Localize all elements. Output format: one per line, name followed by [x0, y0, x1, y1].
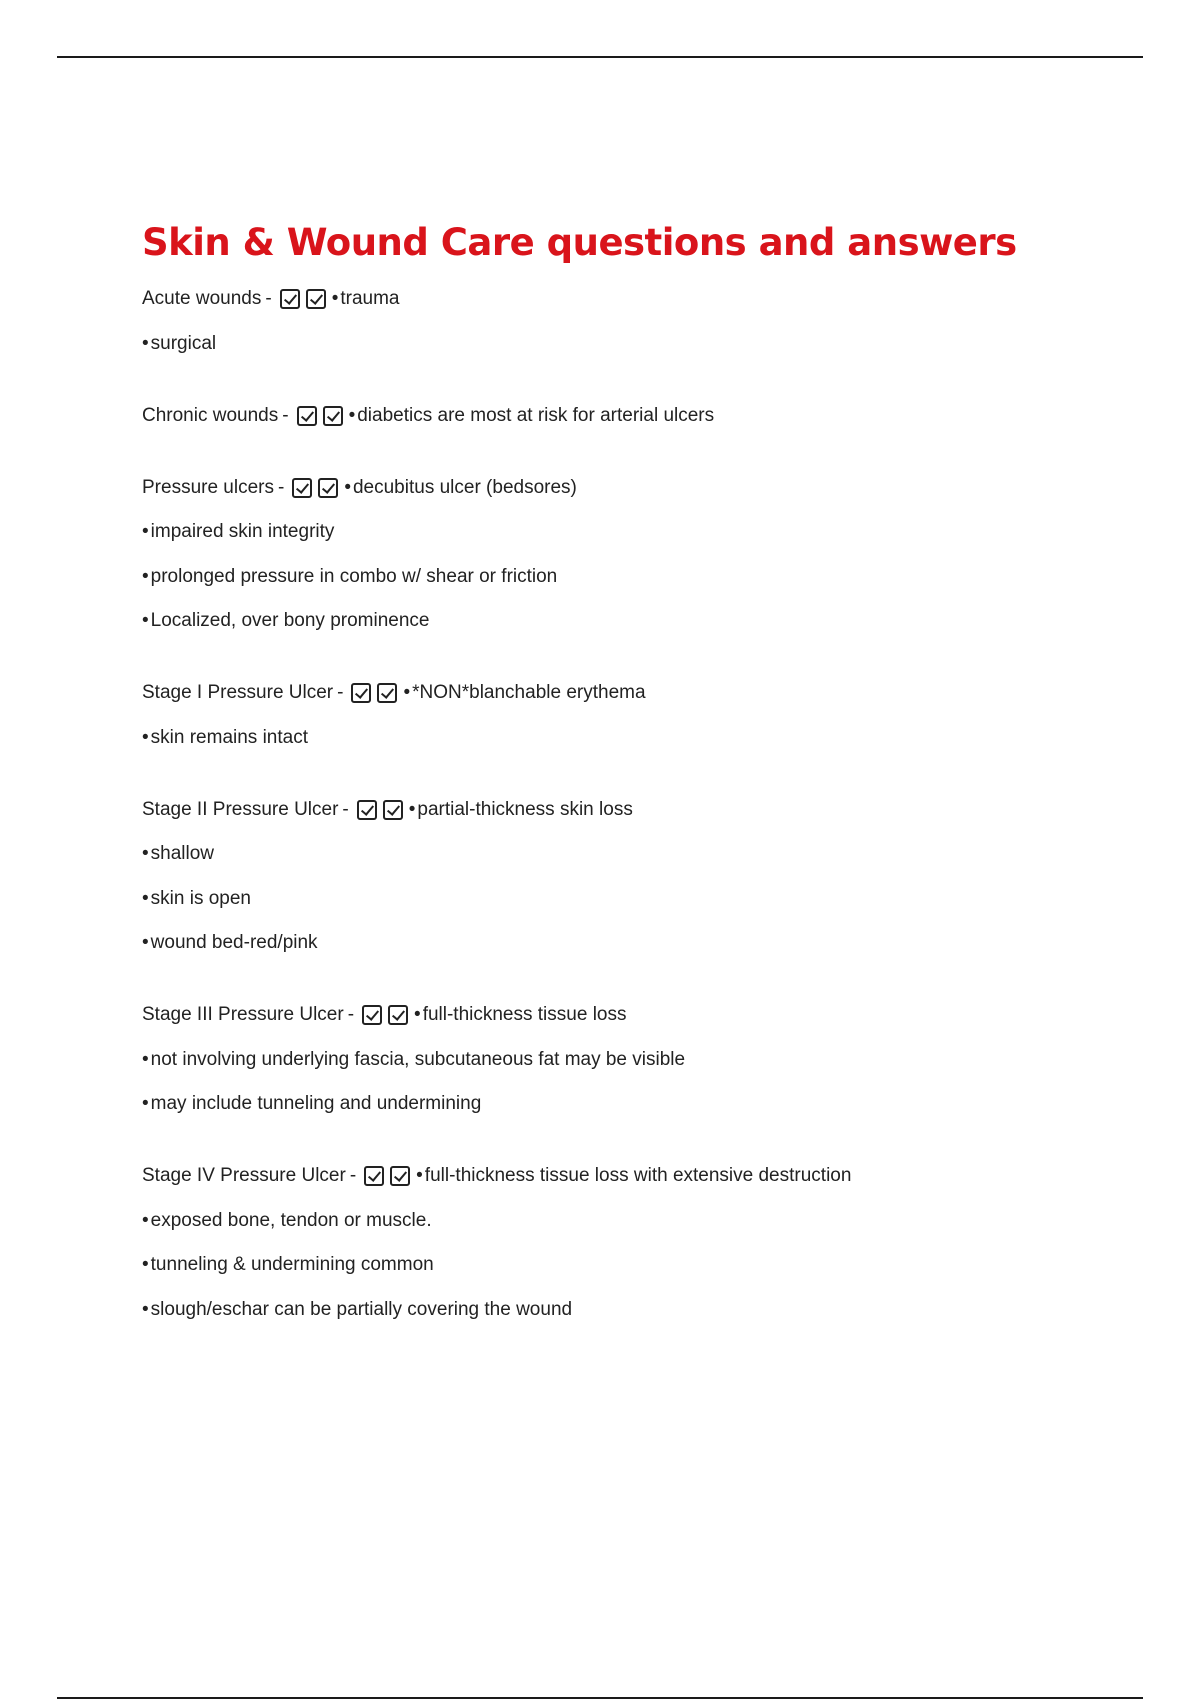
checkbox-checked-icon — [297, 406, 317, 426]
checkbox-checked-icon — [323, 406, 343, 426]
answer-point — [142, 841, 1122, 867]
answer-point — [142, 331, 1122, 357]
term-separator: - — [282, 404, 289, 426]
qa-question-line — [142, 403, 1122, 429]
answer-text: diabetics are most at risk for arterial ulcers — [357, 404, 715, 426]
page-top-rule — [57, 56, 1143, 58]
checkbox-checked-icon — [390, 1166, 410, 1186]
bullet-icon: • — [142, 565, 149, 587]
checkbox-checked-icon — [377, 683, 397, 703]
answer-point — [142, 1297, 1122, 1323]
question-term: Chronic wounds — [142, 404, 279, 426]
answer-point — [142, 1047, 1122, 1073]
document-title: Skin & Wound Care questions and answers — [142, 221, 1017, 264]
bullet-icon: • — [142, 332, 149, 354]
answer-point-text: may include tunneling and undermining — [150, 1093, 482, 1114]
bullet-icon: • — [142, 1209, 149, 1231]
qa-question-line — [142, 1163, 1122, 1189]
bullet-icon: • — [142, 610, 149, 631]
question-term: Acute wounds — [142, 288, 262, 309]
checkbox-checked-icon — [388, 1005, 408, 1025]
checkbox-checked-icon — [292, 478, 312, 498]
answer-point — [142, 1208, 1122, 1234]
term-separator: - — [349, 1165, 357, 1186]
bullet-icon: • — [403, 682, 411, 703]
answer-point-text: prolonged pressure in combo w/ shear or friction — [150, 565, 558, 587]
qa-entry — [142, 286, 1122, 357]
bullet-icon: • — [142, 932, 149, 953]
bullet-icon: • — [408, 798, 416, 820]
qa-question-line — [142, 1002, 1122, 1028]
answer-text: decubitus ulcer (bedsores) — [352, 476, 577, 498]
checkbox-checked-icon — [364, 1166, 384, 1186]
bullet-icon: • — [142, 521, 149, 542]
answer-text: full-thickness tissue loss — [422, 1004, 627, 1025]
answer-point — [142, 519, 1122, 545]
answer-point-text: not involving underlying fascia, subcutaneous fat may be visible — [150, 1048, 686, 1070]
answer-text: partial-thickness skin loss — [417, 798, 633, 820]
question-term: Stage I Pressure Ulcer — [142, 682, 334, 703]
checkbox-checked-icon — [280, 289, 300, 309]
bullet-icon: • — [331, 288, 339, 309]
bullet-icon: • — [414, 1004, 421, 1025]
answer-point-text: wound bed-red/pink — [150, 932, 318, 953]
answer-point-text: exposed bone, tendon or muscle. — [150, 1209, 432, 1231]
bullet-icon: • — [142, 726, 149, 748]
document-body — [142, 218, 1122, 1369]
qa-question-line — [142, 475, 1122, 501]
answer-point — [142, 1252, 1122, 1278]
answer-point-text: impaired skin integrity — [150, 521, 335, 542]
checkbox-checked-icon — [362, 1005, 382, 1025]
question-term: Pressure ulcers — [142, 476, 274, 498]
bullet-icon: • — [142, 887, 149, 909]
qa-question-line — [142, 797, 1122, 823]
term-separator: - — [337, 682, 344, 703]
answer-text: full-thickness tissue loss with extensive destruction — [424, 1165, 852, 1186]
answer-point-text: skin is open — [150, 887, 251, 909]
checkbox-checked-icon — [351, 683, 371, 703]
answer-point-text: tunneling & undermining common — [150, 1254, 434, 1275]
answer-point-text: slough/eschar can be partially covering the wound — [150, 1298, 573, 1320]
qa-entry — [142, 475, 1122, 635]
page-bottom-rule — [57, 1697, 1143, 1699]
question-term: Stage III Pressure Ulcer — [142, 1004, 344, 1025]
answer-point — [142, 930, 1122, 956]
answer-text: trauma — [340, 288, 400, 309]
bullet-icon: • — [142, 1254, 149, 1275]
term-separator: - — [342, 798, 349, 820]
answer-point — [142, 1091, 1122, 1117]
checkbox-checked-icon — [357, 800, 377, 820]
answer-point — [142, 725, 1122, 751]
answer-point-text: Localized, over bony prominence — [150, 610, 430, 631]
question-term: Stage II Pressure Ulcer — [142, 798, 339, 820]
bullet-icon: • — [348, 404, 356, 426]
checkbox-checked-icon — [383, 800, 403, 820]
qa-entry — [142, 1163, 1122, 1323]
qa-list — [142, 286, 1122, 1323]
checkbox-checked-icon — [306, 289, 326, 309]
qa-entry — [142, 680, 1122, 751]
bullet-icon: • — [142, 1298, 149, 1320]
answer-point — [142, 608, 1122, 634]
answer-text: *NON*blanchable erythema — [412, 682, 646, 703]
bullet-icon: • — [142, 1048, 149, 1070]
question-term: Stage IV Pressure Ulcer — [142, 1165, 346, 1186]
term-separator: - — [278, 476, 285, 498]
qa-question-line — [142, 286, 1122, 312]
answer-point — [142, 886, 1122, 912]
answer-point-text: shallow — [150, 843, 215, 864]
bullet-icon: • — [344, 476, 351, 498]
qa-question-line — [142, 680, 1122, 706]
term-separator: - — [265, 288, 272, 309]
bullet-icon: • — [142, 843, 149, 864]
checkbox-checked-icon — [318, 478, 338, 498]
qa-entry — [142, 1002, 1122, 1117]
qa-entry — [142, 797, 1122, 957]
bullet-icon: • — [142, 1093, 149, 1114]
bullet-icon: • — [416, 1165, 423, 1186]
answer-point-text: skin remains intact — [150, 726, 308, 748]
answer-point-text: surgical — [150, 332, 217, 354]
term-separator: - — [347, 1004, 355, 1025]
qa-entry — [142, 403, 1122, 429]
answer-point — [142, 564, 1122, 590]
